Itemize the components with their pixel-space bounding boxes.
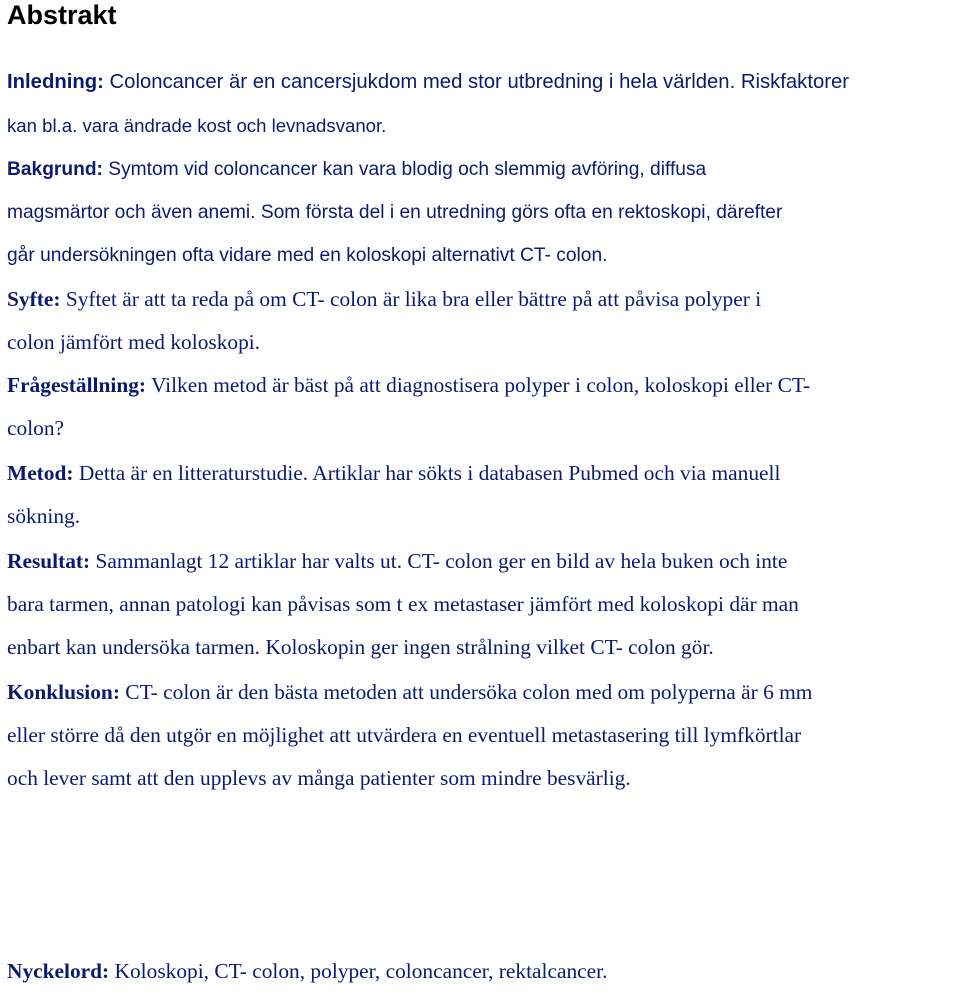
fragestallning-line-2: colon? [7, 416, 65, 440]
section-syfte [7, 278, 957, 364]
resultat-line-3: enbart kan undersöka tarmen. Koloskopin ger ingen strålning vilket CT- colon gör. [7, 635, 714, 659]
nyckelord-line-1 [7, 950, 957, 993]
bakgrund-line-3: går undersökningen ofta vidare med en koloskopi alternativt CT- colon. [7, 245, 608, 266]
bakgrund-text-1: Symtom vid coloncancer kan vara blodig och slemmig avföring, diffusa [102, 159, 707, 180]
nyckelord-label: Nyckelord: [7, 959, 110, 983]
inledning-line-1 [7, 61, 957, 104]
section-nyckelord [7, 950, 957, 993]
konklusion-line-1 [7, 671, 957, 714]
inledning-line-2: kan bl.a. vara ändrade kost och levnadsvanor. [7, 115, 387, 136]
syfte-line-1 [7, 278, 957, 321]
bakgrund-label: Bakgrund: [7, 159, 103, 180]
fragestallning-label: Frågeställning: [7, 373, 147, 397]
metod-line-2: sökning. [7, 504, 81, 528]
konklusion-line-2: eller större då den utgör en möjlighet att utvärdera en eventuell metastasering till lymfkörtlar [7, 723, 802, 747]
metod-label: Metod: [7, 461, 74, 485]
section-inledning [7, 61, 957, 147]
section-konklusion [7, 671, 957, 800]
resultat-line-1 [7, 540, 957, 583]
section-metod [7, 452, 957, 538]
syfte-text-1: Syftet är att ta reda på om CT- colon är lika bra eller bättre på att påvisa polyper i [60, 287, 762, 311]
konklusion-line-3: och lever samt att den upplevs av många patienter som mindre besvärlig. [7, 766, 631, 790]
bakgrund-line-2: magsmärtor och även anemi. Som första del i en utredning görs ofta en rektoskopi, därefter [7, 202, 783, 223]
syfte-line-2: colon jämfört med koloskopi. [7, 330, 261, 354]
nyckelord-text-1: Koloskopi, CT- colon, polyper, coloncancer, rektalcancer. [109, 959, 608, 983]
section-bakgrund [7, 148, 957, 277]
resultat-line-2: bara tarmen, annan patologi kan påvisas som t ex metastaser jämfört med koloskopi där man [7, 592, 799, 616]
metod-text-1: Detta är en litteraturstudie. Artiklar har sökts i databasen Pubmed och via manuell [73, 461, 781, 485]
section-fragestallning [7, 364, 957, 450]
konklusion-text-1: CT- colon är den bästa metoden att undersöka colon med om polyperna är 6 mm [119, 680, 813, 704]
resultat-label: Resultat: [7, 549, 91, 573]
inledning-label: Inledning: [7, 71, 104, 93]
bakgrund-line-1 [7, 148, 957, 191]
fragestallning-line-1 [7, 364, 957, 407]
page-title: Abstrakt [7, 0, 117, 30]
inledning-text-1: Coloncancer är en cancersjukdom med stor utbredning i hela världen. Riskfaktorer [103, 71, 850, 93]
metod-line-1 [7, 452, 957, 495]
syfte-label: Syfte: [7, 287, 61, 311]
section-resultat [7, 540, 957, 669]
resultat-text-1: Sammanlagt 12 artiklar har valts ut. CT- colon ger en bild av hela buken och inte [90, 549, 788, 573]
fragestallning-text-1: Vilken metod är bäst på att diagnostisera polyper i colon, koloskopi eller CT- [146, 373, 811, 397]
konklusion-label: Konklusion: [7, 680, 120, 704]
